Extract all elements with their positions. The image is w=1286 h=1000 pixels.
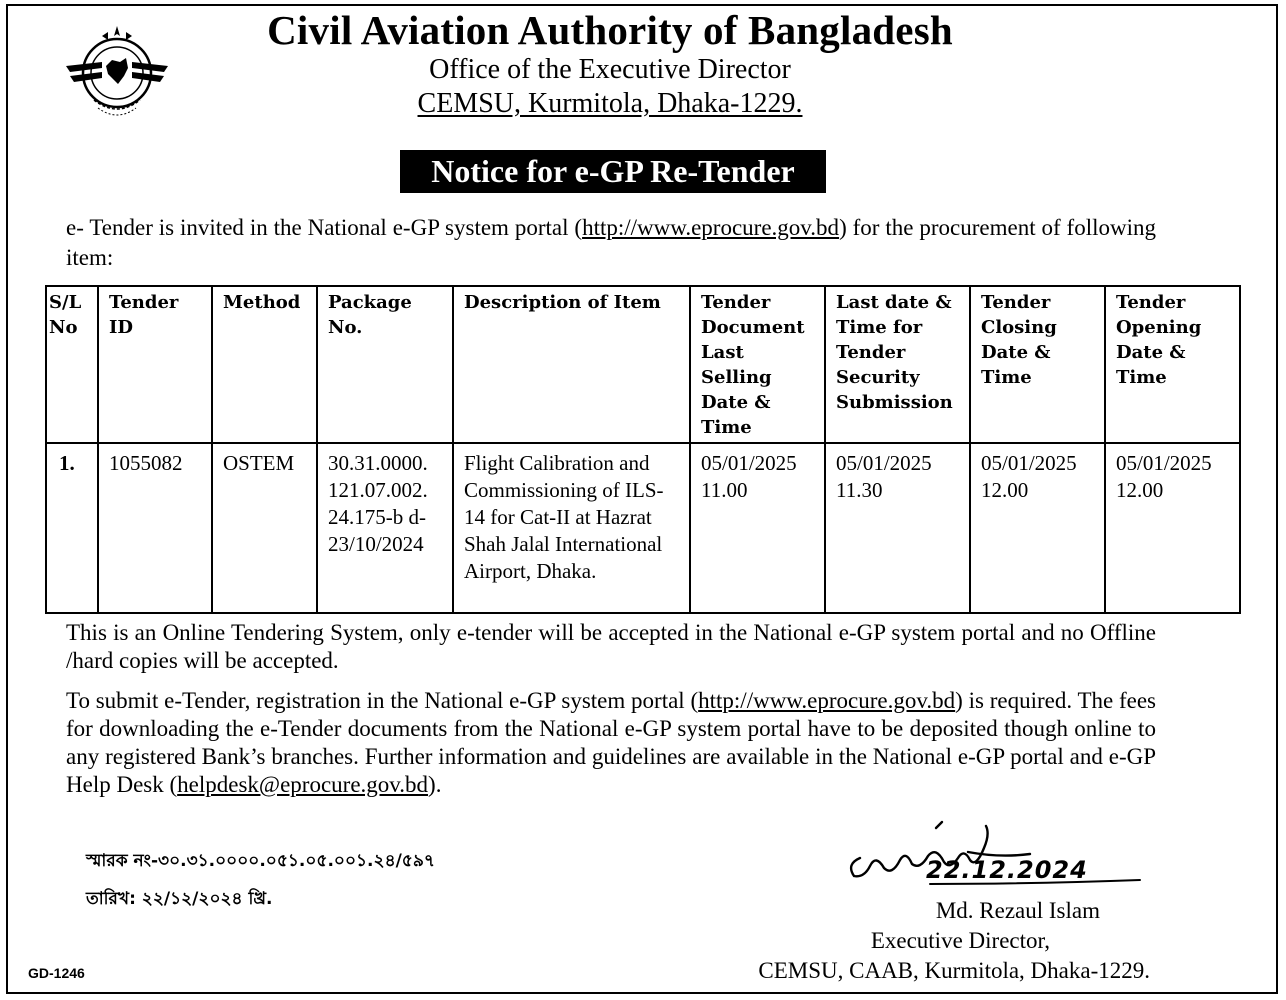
cell-tender-id: 1055082 xyxy=(98,443,212,613)
header-description: Description of Item xyxy=(453,286,690,443)
cell-sl: 1. xyxy=(46,443,98,613)
helpdesk-email-link[interactable]: helpdesk@eprocure.gov.bd xyxy=(177,772,429,797)
cell-doc-selling: 05/01/2025 11.00 xyxy=(690,443,825,613)
organization-name: Civil Aviation Authority of Bangladesh xyxy=(267,7,953,53)
office-address xyxy=(180,88,1040,120)
cell-closing: 05/01/2025 12.00 xyxy=(970,443,1105,613)
notice-title: Notice for e-GP Re-Tender xyxy=(400,150,826,193)
online-system-paragraph: This is an Online Tendering System, only e-tender will be accepted in the National e-GP system portal and no Offline /hard copies will be accepted. xyxy=(66,620,1156,673)
header-sl: S/L No xyxy=(46,286,98,443)
registration-text-2: ) is required. The fees for downloading the e-Tender documents from the National e-GP system portal have to be deposited though online to any registered Bank’s branches. Further information and guidelines are available in the National e-GP portal and e-GP Help Desk ( xyxy=(66,688,1157,797)
cell-description: Flight Calibration and Commissioning of ILS-14 for Cat-II at Hazrat Shah Jalal International Airport, Dhaka. xyxy=(453,443,690,613)
memo-date: তারিখ: ২২/১২/২০২৪ খ্রি. xyxy=(86,889,273,909)
office-name: Office of the Executive Director xyxy=(429,54,791,85)
header-doc-selling: Tender Document Last Selling Date & Time xyxy=(690,286,825,443)
intro-text-start: e- Tender is invited in the National e-GP system portal ( xyxy=(66,215,583,240)
registration-text-1: To submit e-Tender, registration in the National e-GP system portal ( xyxy=(66,688,699,713)
header-security: Last date & Time for Tender Security Submission xyxy=(825,286,970,443)
intro-paragraph xyxy=(66,213,1156,273)
eprocure-link-2[interactable]: http://www.eprocure.gov.bd xyxy=(698,688,956,713)
caab-emblem-icon xyxy=(62,18,172,128)
header-opening: Tender Opening Date & Time xyxy=(1105,286,1240,443)
registration-text-3: ). xyxy=(428,772,442,797)
table-header-row xyxy=(46,286,1240,443)
cell-package: 30.31.0000. 121.07.002. 24.175-b d- 23/10/2024 xyxy=(317,443,453,613)
table-row xyxy=(46,443,1240,613)
office-address-text: CEMSU, Kurmitola, Dhaka-1229. xyxy=(417,88,803,119)
intro-text-end: ) for the procurement of following item: xyxy=(66,215,1156,270)
signatory-office: CEMSU, CAAB, Kurmitola, Dhaka-1229. xyxy=(758,958,1150,983)
cell-method: OSTEM xyxy=(212,443,317,613)
cell-opening: 05/01/2025 12.00 xyxy=(1105,443,1240,613)
eprocure-link[interactable]: http://www.eprocure.gov.bd xyxy=(582,215,840,240)
header-method: Method xyxy=(212,286,317,443)
header-package: Package No. xyxy=(317,286,453,443)
signatory-name: Md. Rezaul Islam xyxy=(935,898,1100,923)
cell-security: 05/01/2025 11.30 xyxy=(825,443,970,613)
tender-table xyxy=(45,285,1241,614)
header-closing: Tender Closing Date & Time xyxy=(970,286,1105,443)
registration-paragraph xyxy=(66,687,1156,799)
header-tender-id: Tender ID xyxy=(98,286,212,443)
signature-date: 22.12.2024 xyxy=(926,856,1088,884)
handwritten-signature xyxy=(840,818,1150,898)
signatory-title: Executive Director, xyxy=(870,928,1050,953)
gd-code: GD-1246 xyxy=(28,965,85,981)
memo-number: স্মারক নং-৩০.৩১.০০০০.০৫১.০৫.০০১.২৪/৫৯৭ xyxy=(86,851,435,871)
